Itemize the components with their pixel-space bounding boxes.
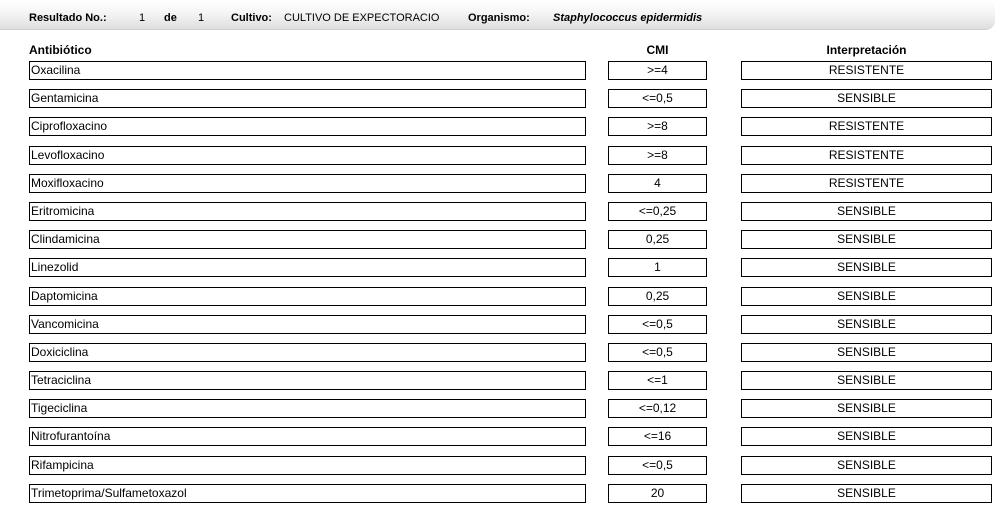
table-row bbox=[0, 371, 995, 399]
column-header-cmi: CMI bbox=[646, 43, 669, 57]
of-label: de bbox=[164, 12, 177, 24]
antibiotic-name: Clindamicina bbox=[29, 230, 586, 249]
antibiotic-name: Daptomicina bbox=[29, 287, 586, 306]
interpretation-value: RESISTENTE bbox=[741, 61, 992, 80]
antibiotic-name: Linezolid bbox=[29, 258, 586, 277]
antibiotic-name: Doxiciclina bbox=[29, 343, 586, 362]
table-row bbox=[0, 202, 995, 230]
antibiotic-name: Tigeciclina bbox=[29, 399, 586, 418]
cmi-value: <=0,5 bbox=[608, 456, 707, 475]
interpretation-value: SENSIBLE bbox=[741, 343, 992, 362]
interpretation-value: SENSIBLE bbox=[741, 484, 992, 503]
cmi-value: 20 bbox=[608, 484, 707, 503]
table-row bbox=[0, 456, 995, 484]
table-row bbox=[0, 61, 995, 89]
result-number: 1 bbox=[139, 12, 146, 24]
cmi-value: <=16 bbox=[608, 427, 707, 446]
table-row bbox=[0, 484, 995, 512]
interpretation-value: SENSIBLE bbox=[741, 230, 992, 249]
cmi-value: 0,25 bbox=[608, 230, 707, 249]
interpretation-value: RESISTENTE bbox=[741, 146, 992, 165]
interpretation-value: SENSIBLE bbox=[741, 89, 992, 108]
antibiotic-name: Moxifloxacino bbox=[29, 174, 586, 193]
result-header-bar bbox=[0, 0, 995, 30]
table-row bbox=[0, 427, 995, 455]
interpretation-value: SENSIBLE bbox=[741, 315, 992, 334]
table-row bbox=[0, 117, 995, 145]
antibiotic-name: Trimetoprima/Sulfametoxazol bbox=[29, 484, 586, 503]
antibiotic-name: Rifampicina bbox=[29, 456, 586, 475]
interpretation-value: SENSIBLE bbox=[741, 427, 992, 446]
cmi-value: >=8 bbox=[608, 117, 707, 136]
cmi-value: <=0,5 bbox=[608, 343, 707, 362]
column-header-interpretation: Interpretación bbox=[826, 43, 907, 57]
table-row bbox=[0, 174, 995, 202]
result-total: 1 bbox=[198, 12, 205, 24]
result-label: Resultado No.: bbox=[29, 12, 107, 24]
cmi-value: >=4 bbox=[608, 61, 707, 80]
table-row bbox=[0, 230, 995, 258]
antibiotic-name: Tetraciclina bbox=[29, 371, 586, 390]
table-row bbox=[0, 399, 995, 427]
culture-label: Cultivo: bbox=[231, 12, 272, 24]
interpretation-value: SENSIBLE bbox=[741, 371, 992, 390]
interpretation-value: SENSIBLE bbox=[741, 456, 992, 475]
organism-label: Organismo: bbox=[468, 12, 530, 24]
cmi-value: <=0,12 bbox=[608, 399, 707, 418]
interpretation-value: RESISTENTE bbox=[741, 117, 992, 136]
cmi-value: <=0,25 bbox=[608, 202, 707, 221]
cmi-value: <=0,5 bbox=[608, 315, 707, 334]
table-row bbox=[0, 287, 995, 315]
antibiotic-name: Nitrofurantoína bbox=[29, 427, 586, 446]
antibiotic-name: Oxacilina bbox=[29, 61, 586, 80]
culture-value: CULTIVO DE EXPECTORACIO bbox=[284, 12, 440, 24]
interpretation-value: SENSIBLE bbox=[741, 258, 992, 277]
cmi-value: <=0,5 bbox=[608, 89, 707, 108]
antibiotic-name: Vancomicina bbox=[29, 315, 586, 334]
interpretation-value: SENSIBLE bbox=[741, 202, 992, 221]
table-row bbox=[0, 89, 995, 117]
cmi-value: 1 bbox=[608, 258, 707, 277]
table-row bbox=[0, 146, 995, 174]
antibiotic-name: Eritromicina bbox=[29, 202, 586, 221]
organism-value: Staphylococcus epidermidis bbox=[553, 12, 703, 24]
table-row bbox=[0, 343, 995, 371]
antibiotic-name: Gentamicina bbox=[29, 89, 586, 108]
column-header-antibiotic: Antibiótico bbox=[29, 43, 92, 57]
cmi-value: <=1 bbox=[608, 371, 707, 390]
interpretation-value: SENSIBLE bbox=[741, 287, 992, 306]
table-row bbox=[0, 258, 995, 286]
cmi-value: 4 bbox=[608, 174, 707, 193]
susceptibility-table bbox=[0, 61, 995, 512]
interpretation-value: RESISTENTE bbox=[741, 174, 992, 193]
interpretation-value: SENSIBLE bbox=[741, 399, 992, 418]
table-row bbox=[0, 315, 995, 343]
cmi-value: >=8 bbox=[608, 146, 707, 165]
cmi-value: 0,25 bbox=[608, 287, 707, 306]
antibiotic-name: Ciprofloxacino bbox=[29, 117, 586, 136]
antibiotic-name: Levofloxacino bbox=[29, 146, 586, 165]
